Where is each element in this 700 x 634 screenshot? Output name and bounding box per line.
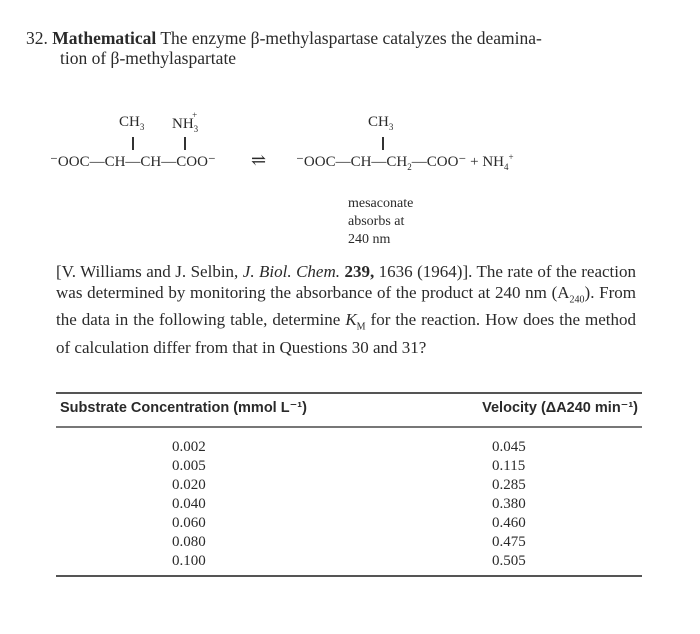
left-nh3-group: $NH_3^+$ [172,110,199,134]
left-bond-ch3 [132,137,134,150]
substrate-cell: 0.060 [172,514,206,531]
table-row [56,514,642,533]
substrate-cell: 0.005 [172,457,206,474]
left-ch3-group: $CH_3$ [119,114,145,132]
note-line: absorbs at [348,214,405,229]
substrate-cell: 0.040 [172,495,206,512]
substrate-cell: 0.002 [172,438,206,455]
velocity-cell: 0.505 [492,552,526,569]
table-body [56,428,642,571]
problem-heading [26,28,666,68]
problem-line-1: The enzyme β-methylaspartase catalyzes the deamina- [160,28,542,48]
velocity-cell: 0.285 [492,476,526,493]
velocity-cell: 0.045 [492,438,526,455]
velocity-cell: 0.380 [492,495,526,512]
table-row [56,438,642,457]
problem-number: 32. [26,28,48,48]
equilibrium-arrow: ⇌ [251,150,267,170]
velocity-cell: 0.115 [492,457,526,474]
problem-line-2: tion of β-methylaspartate [60,48,237,68]
substrate-cell: 0.020 [172,476,206,493]
note-line: mesaconate [348,196,414,211]
right-backbone: $^-OOC—CH—CH_2—COO^- + NH_4^+$ [296,152,514,172]
problem-paragraph: [V. Williams and J. Selbin, J. Biol. Chem. 239, 1636 (1964)]. The rate of the reaction was determined by monitoring the absorbance of the product at 240 nm $(A_{240})$. From the data in the following table, determine $K_M$ for the reaction. How does the method of calculation differ from that in Questions 30 and 31? [56,262,636,358]
table-row [56,533,642,552]
substrate-cell: 0.080 [172,533,206,550]
table-row [56,552,642,571]
data-table [56,392,642,577]
substrate-cell: 0.100 [172,552,206,569]
right-bond-ch3 [382,137,384,150]
table-bottom-rule [56,575,642,577]
column-header-velocity: Velocity (ΔA240 min⁻¹) [482,400,638,416]
right-ch3-group: $CH_3$ [368,114,394,132]
velocity-cell: 0.475 [492,533,526,550]
table-row [56,457,642,476]
velocity-cell: 0.460 [492,514,526,531]
problem-keyword: Mathematical [52,28,157,48]
note-line: 240 nm [348,232,391,247]
absorption-note [348,195,413,249]
table-row [56,476,642,495]
column-header-substrate: Substrate Concentration (mmol L⁻¹) [60,400,307,416]
left-bond-nh3 [184,137,186,150]
table-row [56,495,642,514]
table-header [56,394,642,416]
left-backbone: ⁻OOC—CH—CH—COO⁻ [50,154,216,170]
